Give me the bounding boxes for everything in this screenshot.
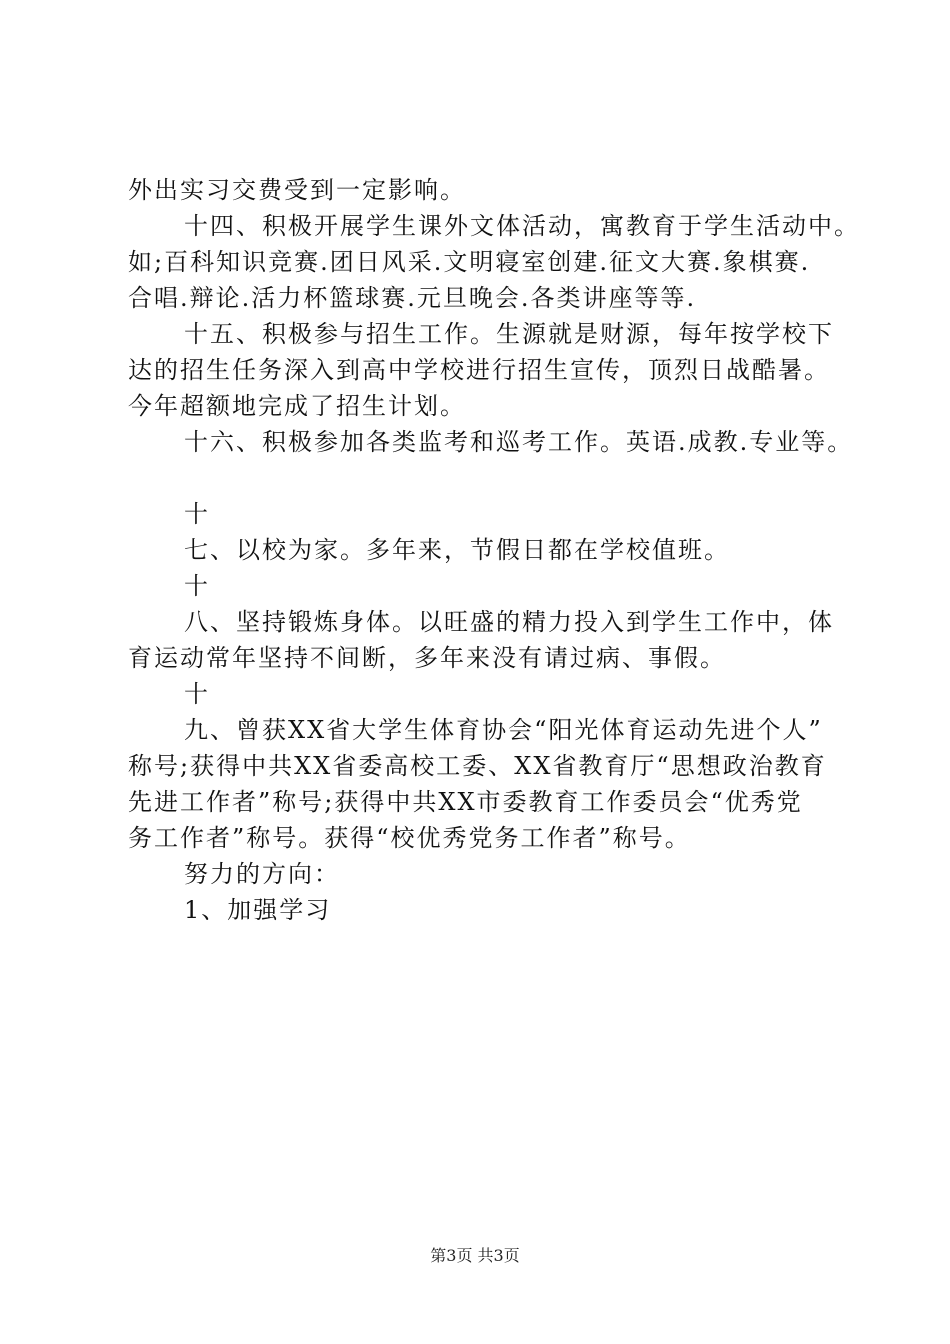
text-line: 十 <box>184 500 210 528</box>
text-line: 先进工作者”称号;获得中共XX市委教育工作委员会“优秀党 <box>128 788 803 816</box>
text-line: 今年超额地完成了招生计划。 <box>128 392 466 420</box>
text-line: 1、加强学习 <box>184 896 332 924</box>
text-line: 育运动常年坚持不间断，多年来没有请过病、事假。 <box>128 644 726 672</box>
text-line: 十 <box>184 572 210 600</box>
text-line: 努力的方向： <box>184 860 340 888</box>
text-line: 九、曾获XX省大学生体育协会“阳光体育运动先进个人” <box>184 716 823 744</box>
text-line: 八、坚持锻炼身体。以旺盛的精力投入到学生工作中，体 <box>184 608 834 636</box>
text-line: 达的招生任务深入到高中学校进行招生宣传，顶烈日战酷暑。 <box>128 356 830 384</box>
page-footer: 第3页 共3页 <box>430 1246 520 1265</box>
text-line: 十五、积极参与招生工作。生源就是财源，每年按学校下 <box>184 320 834 348</box>
text-line: 十四、积极开展学生课外文体活动，寓教育于学生活动中。 <box>184 212 860 240</box>
text-line: 如;百科知识竞赛.团日风采.文明寝室创建.征文大赛.象棋赛. <box>128 248 811 276</box>
text-line: 合唱.辩论.活力杯篮球赛.元旦晚会.各类讲座等等. <box>128 284 697 312</box>
text-line: 十六、积极参加各类监考和巡考工作。英语.成教.专业等。 <box>184 428 854 456</box>
text-line: 务工作者”称号。获得“校优秀党务工作者”称号。 <box>128 824 691 852</box>
text-line: 七、以校为家。多年来，节假日都在学校值班。 <box>184 536 730 564</box>
text-line: 十 <box>184 680 210 708</box>
text-line: 外出实习交费受到一定影响。 <box>128 176 466 204</box>
text-line: 称号;获得中共XX省委高校工委、XX省教育厅“思想政治教育 <box>128 752 827 780</box>
